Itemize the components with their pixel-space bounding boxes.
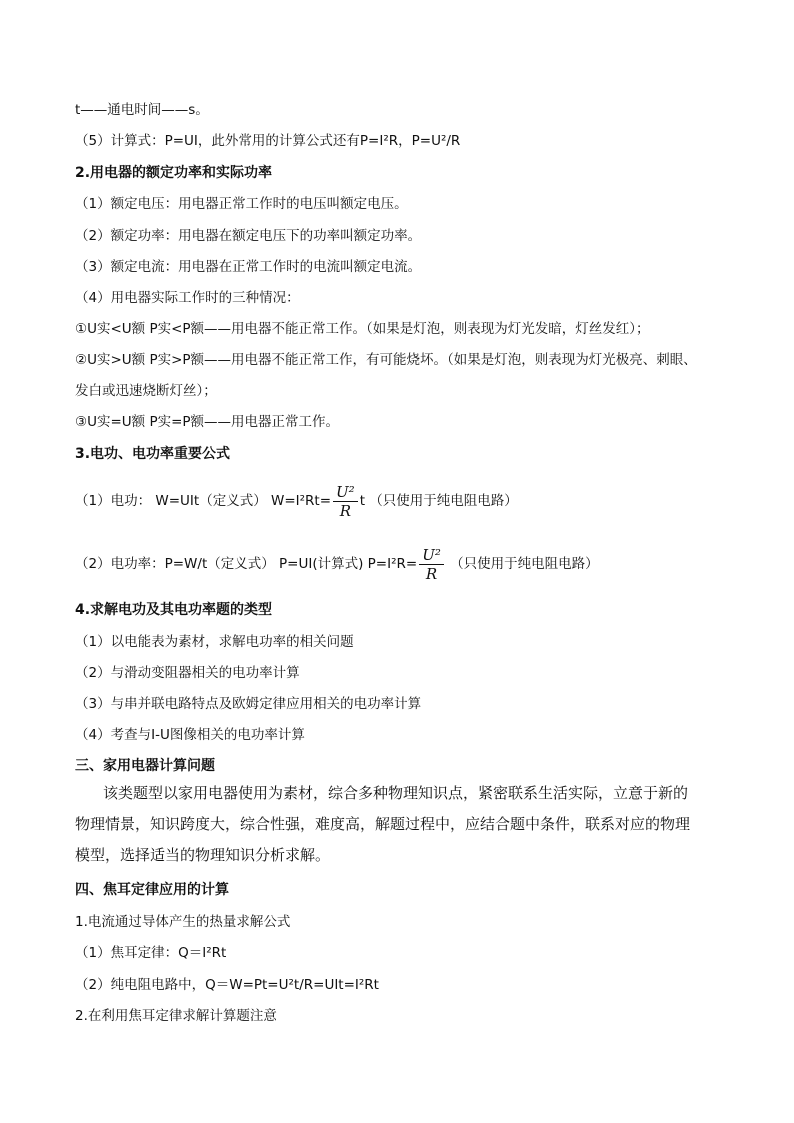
text-line: ③U实=U额 P实=P额——用电器正常工作。 [75,414,340,430]
text-line: 发白或迅速烧断灯丝）； [75,383,217,399]
section-heading: 四、焦耳定律应用的计算 [75,882,229,898]
formula-text: （只使用于纯电阻电路） [445,556,599,572]
text-line: （1）额定电压：用电器正常工作时的电压叫额定电压。 [75,196,408,212]
fraction-numerator: U² [336,482,355,501]
paragraph-line: 模型，选择适当的物理知识分析求解。 [75,846,331,864]
paragraph-line: 物理情景，知识跨度大，综合性强，难度高，解题过程中，应结合题中条件，联系对应的物理 [75,815,691,833]
paragraph-line: 该类题型以家用电器使用为素材，综合多种物理知识点，紧密联系生活实际，立意于新的 [103,784,689,802]
fraction-denominator: R [333,501,358,520]
text-line: （3）额定电流：用电器在正常工作时的电流叫额定电流。 [75,259,422,275]
text-line: （3）与串并联电路特点及欧姆定律应用相关的电功率计算 [75,696,422,712]
section-heading: 2.用电器的额定功率和实际功率 [75,165,273,181]
text-line: （2）纯电阻电路中，Q＝W=Pt=U²t/R=UIt=I²Rt [75,977,379,993]
text-line: （1）焦耳定律：Q＝I²Rt [75,945,227,961]
text-line: t——通电时间——s。 [75,102,209,118]
formula-text: （2）电功率：P=W/t（定义式） P=UI(计算式) P=I²R= [75,556,418,572]
text-line: （4）用电器实际工作时的三种情况： [75,290,300,306]
fraction-denominator: R [419,564,444,583]
formula-text: （1）电功： W=UIt（定义式） W=I²Rt= [75,493,332,509]
section-heading: 三、家用电器计算问题 [75,758,215,774]
text-line: （2）与滑动变阻器相关的电功率计算 [75,665,300,681]
text-line: 2.在利用焦耳定律求解计算题注意 [75,1008,277,1024]
fraction [333,483,358,520]
section-heading: 3.电功、电功率重要公式 [75,446,231,462]
text-line: ①U实<U额 P实<P额——用电器不能正常工作。（如果是灯泡，则表现为灯光发暗，灯丝发红）； [75,321,650,337]
formula-text: t （只使用于纯电阻电路） [359,493,518,509]
fraction [419,546,444,583]
fraction-numerator: U² [422,545,441,564]
text-line: （1）以电能表为素材，求解电功率的相关问题 [75,634,354,650]
text-line: 1.电流通过导体产生的热量求解公式 [75,914,291,930]
formula-line-power [75,545,599,583]
text-line: （5）计算式：P=UI，此外常用的计算公式还有P=I²R，P=U²/R [75,133,461,149]
text-line: ②U实>U额 P实>P额——用电器不能正常工作，有可能烧坏。（如果是灯泡，则表现为灯光极亮、刺眼、 [75,352,697,368]
formula-line-work [75,482,518,520]
text-line: （2）额定功率：用电器在额定电压下的功率叫额定功率。 [75,228,422,244]
section-heading: 4.求解电功及其电功率题的类型 [75,602,273,618]
text-line: （4）考查与I-U图像相关的电功率计算 [75,727,305,743]
